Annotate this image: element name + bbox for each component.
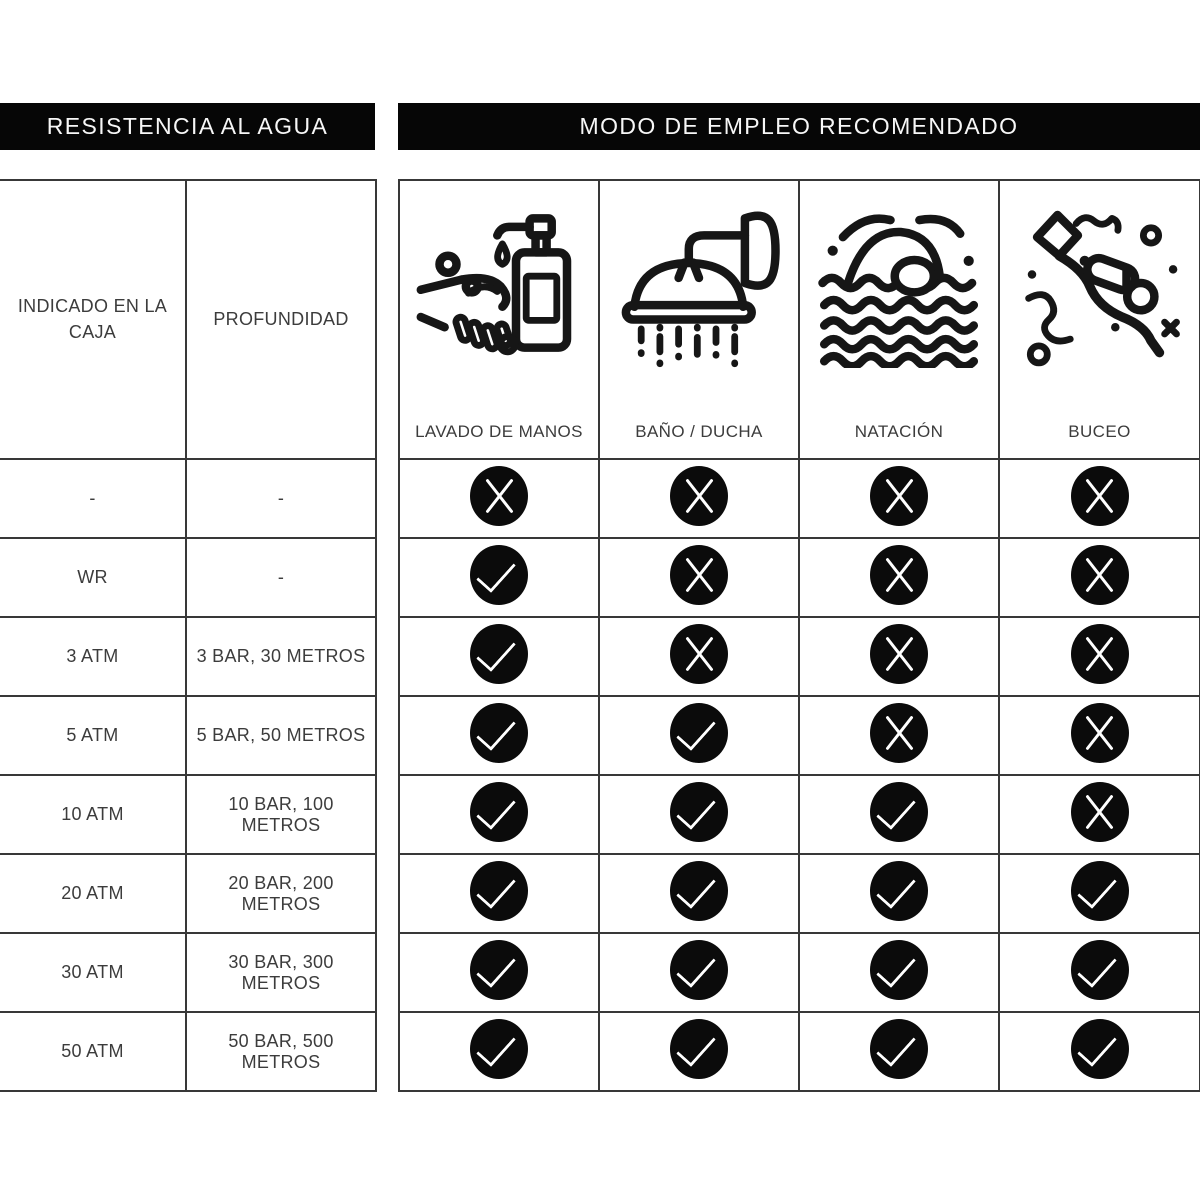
mark-cell — [999, 854, 1200, 933]
mark-cell — [999, 775, 1200, 854]
usage-mark — [870, 703, 928, 763]
usage-mark — [1071, 782, 1129, 842]
mark-cell — [599, 459, 799, 538]
usage-mark — [670, 861, 728, 921]
mark-cell — [599, 1012, 799, 1091]
usage-mark — [670, 1019, 728, 1079]
swimming-icon — [814, 198, 984, 368]
usage-table — [398, 179, 1200, 1092]
usage-row — [399, 933, 1200, 1012]
usage-header-row — [399, 180, 1200, 459]
usage-mark — [870, 545, 928, 605]
right-title: MODO DE EMPLEO RECOMENDADO — [579, 113, 1019, 139]
table-row — [0, 617, 376, 696]
resistance-table — [0, 179, 377, 1092]
usage-mark — [470, 624, 528, 684]
table-row — [0, 933, 376, 1012]
usage-row — [399, 538, 1200, 617]
diving-icon — [1015, 198, 1185, 368]
icon-label-buceo: BUCEO — [1068, 422, 1131, 441]
icon-label-ducha: BAÑO / DUCHA — [635, 422, 763, 441]
mark-cell — [999, 696, 1200, 775]
usage-mark — [670, 703, 728, 763]
mark-cell — [799, 933, 999, 1012]
mark-cell — [599, 696, 799, 775]
usage-mark — [470, 545, 528, 605]
usage-mark — [670, 466, 728, 526]
col-header-indicado: INDICADO EN LA CAJA — [0, 180, 186, 459]
mark-cell — [399, 933, 599, 1012]
mark-cell — [399, 775, 599, 854]
table-row — [0, 854, 376, 933]
usage-mark — [1071, 545, 1129, 605]
usage-mark — [870, 624, 928, 684]
usage-mark — [670, 624, 728, 684]
cell-profundidad: 3 BAR, 30 METROS — [186, 617, 376, 696]
mark-cell — [999, 459, 1200, 538]
usage-mark — [1071, 703, 1129, 763]
cell-indicado: 3 ATM — [0, 617, 186, 696]
col-header-ducha — [599, 180, 799, 459]
table-row — [0, 775, 376, 854]
cell-indicado: 5 ATM — [0, 696, 186, 775]
cell-profundidad: 20 BAR, 200 METROS — [186, 854, 376, 933]
col-header-natacion — [799, 180, 999, 459]
mark-cell — [399, 696, 599, 775]
usage-row — [399, 1012, 1200, 1091]
usage-mark — [870, 782, 928, 842]
cell-indicado: 10 ATM — [0, 775, 186, 854]
cell-profundidad: - — [186, 459, 376, 538]
usage-mark — [470, 861, 528, 921]
usage-mark — [870, 1019, 928, 1079]
table-row — [0, 1012, 376, 1091]
cell-indicado: 20 ATM — [0, 854, 186, 933]
usage-mark — [470, 466, 528, 526]
usage-mark — [670, 940, 728, 1000]
usage-row — [399, 854, 1200, 933]
usage-mark — [1071, 466, 1129, 526]
col-header-buceo — [999, 180, 1200, 459]
usage-row — [399, 617, 1200, 696]
mark-cell — [399, 459, 599, 538]
mark-cell — [399, 617, 599, 696]
usage-mark — [870, 940, 928, 1000]
mark-cell — [599, 933, 799, 1012]
col-header-lavado — [399, 180, 599, 459]
mark-cell — [599, 775, 799, 854]
mark-cell — [599, 538, 799, 617]
usage-mark — [1071, 861, 1129, 921]
usage-mark — [1071, 624, 1129, 684]
usage-row — [399, 459, 1200, 538]
usage-row — [399, 775, 1200, 854]
mark-cell — [399, 1012, 599, 1091]
table-row — [0, 696, 376, 775]
cell-profundidad: 10 BAR, 100 METROS — [186, 775, 376, 854]
mark-cell — [799, 696, 999, 775]
cell-indicado: 30 ATM — [0, 933, 186, 1012]
icon-label-natacion: NATACIÓN — [854, 422, 944, 441]
icon-label-lavado: LAVADO DE MANOS — [415, 422, 583, 441]
cell-profundidad: 5 BAR, 50 METROS — [186, 696, 376, 775]
mark-cell — [999, 538, 1200, 617]
usage-mark — [470, 782, 528, 842]
usage-mark — [870, 466, 928, 526]
shower-icon — [614, 198, 784, 368]
left-title: RESISTENCIA AL AGUA — [46, 113, 329, 139]
cell-profundidad: 30 BAR, 300 METROS — [186, 933, 376, 1012]
mark-cell — [799, 775, 999, 854]
cell-indicado: - — [0, 459, 186, 538]
resistance-header-row — [0, 180, 376, 459]
mark-cell — [799, 617, 999, 696]
mark-cell — [799, 854, 999, 933]
table-row — [0, 538, 376, 617]
table-row — [0, 459, 376, 538]
usage-mark — [470, 940, 528, 1000]
mark-cell — [399, 538, 599, 617]
mark-cell — [999, 617, 1200, 696]
mark-cell — [399, 854, 599, 933]
right-title-bar — [398, 103, 1200, 150]
cell-profundidad: 50 BAR, 500 METROS — [186, 1012, 376, 1091]
mark-cell — [599, 617, 799, 696]
left-title-bar — [0, 103, 375, 150]
mark-cell — [999, 1012, 1200, 1091]
mark-cell — [799, 1012, 999, 1091]
mark-cell — [799, 538, 999, 617]
col-header-profundidad: PROFUNDIDAD — [186, 180, 376, 459]
usage-mark — [470, 703, 528, 763]
cell-indicado: 50 ATM — [0, 1012, 186, 1091]
handwash-icon — [414, 198, 584, 368]
mark-cell — [999, 933, 1200, 1012]
usage-mark — [1071, 1019, 1129, 1079]
usage-row — [399, 696, 1200, 775]
mark-cell — [599, 854, 799, 933]
cell-profundidad: - — [186, 538, 376, 617]
usage-mark — [470, 1019, 528, 1079]
usage-mark — [670, 545, 728, 605]
usage-mark — [870, 861, 928, 921]
usage-mark — [670, 782, 728, 842]
usage-mark — [1071, 940, 1129, 1000]
cell-indicado: WR — [0, 538, 186, 617]
mark-cell — [799, 459, 999, 538]
